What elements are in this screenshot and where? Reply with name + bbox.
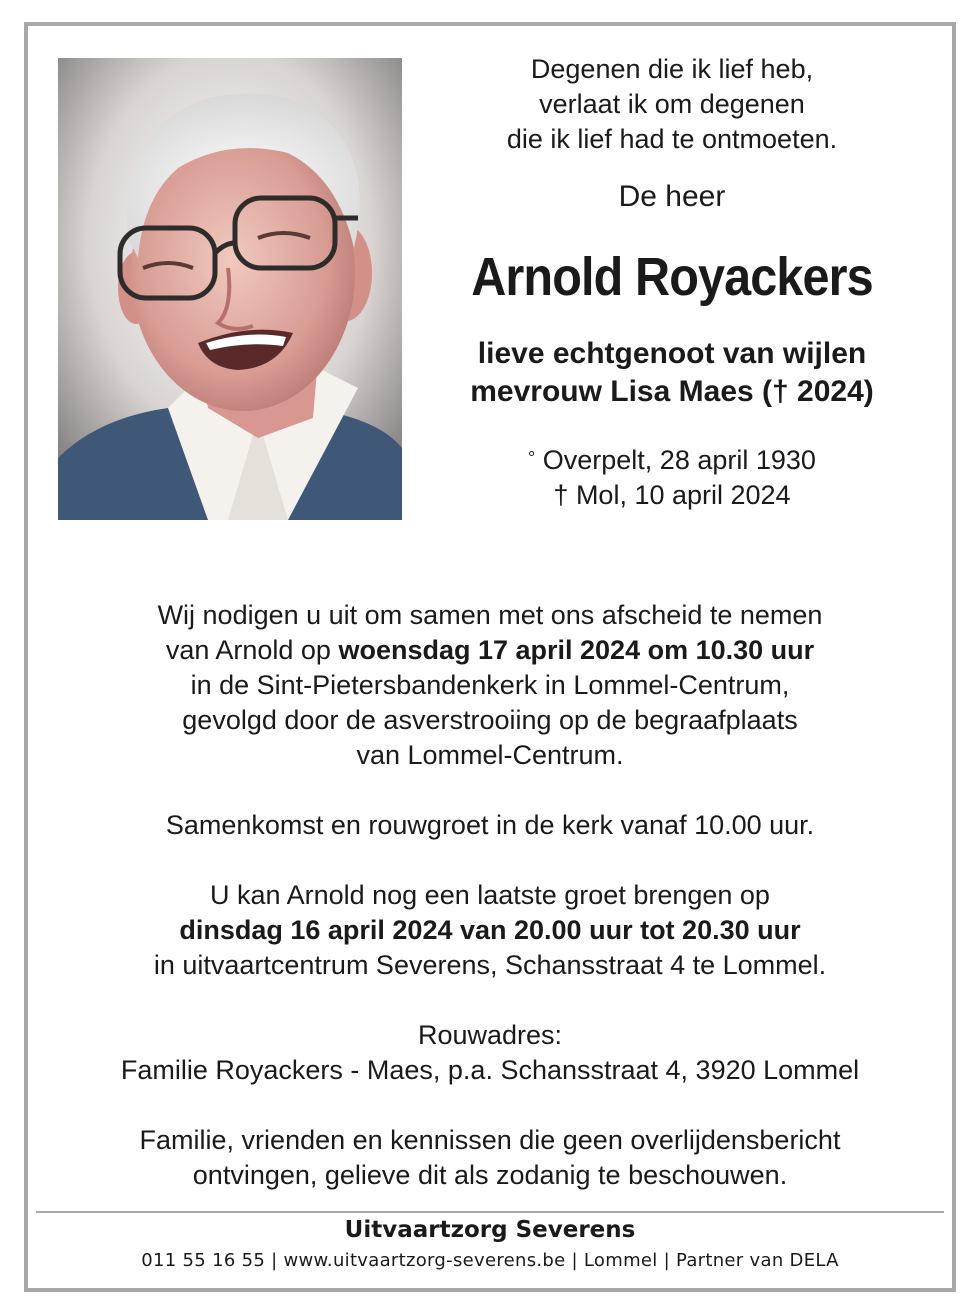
footer <box>36 1214 944 1276</box>
invitation-line: gevolgd door de asverstrooiing op de begraafplaats <box>182 705 798 735</box>
poem-line: Degenen die ik lief heb, <box>530 54 814 84</box>
company-contact: 011 55 16 55 | www.uitvaartzorg-severens.be | Lommel | Partner van DELA <box>141 1250 839 1271</box>
honorific: De heer <box>618 180 726 213</box>
invitation-line: in de Sint-Pietersbandenkerk in Lommel-Centrum, <box>190 670 790 700</box>
birth-text: Overpelt, 28 april 1930 <box>542 445 816 475</box>
visit-line: in uitvaartcentrum Severens, Schansstraat 4 te Lommel. <box>153 950 827 980</box>
poem-line: die ik lief had te ontmoeten. <box>506 124 838 154</box>
death-date: † Mol, 10 april 2024 <box>553 480 791 510</box>
visit-datetime-text: dinsdag 16 april 2024 van 20.00 uur tot 20.30 uur <box>179 915 801 945</box>
visit-line: U kan Arnold nog een laatste groet brengen op <box>210 880 770 910</box>
spouse-line: mevrouw Lisa Maes († 2024) <box>470 375 874 408</box>
invitation-text: van Arnold op <box>165 635 339 665</box>
closing-line: Familie, vrienden en kennissen die geen overlijdensbericht <box>139 1125 841 1155</box>
poem <box>424 52 920 157</box>
header-section <box>424 52 920 513</box>
invitation-line: Wij nodigen u uit om samen met ons afscheid te nemen <box>157 600 823 630</box>
footer-divider <box>36 1211 944 1213</box>
announcement-body <box>40 598 940 1193</box>
spouse-info <box>424 335 920 411</box>
birth-date <box>424 443 920 478</box>
spouse-line: lieve echtgenoot van wijlen <box>477 337 867 370</box>
invitation-line: van Lommel-Centrum. <box>356 740 624 770</box>
gathering-info: Samenkomst en rouwgroet in de kerk vanaf 10.00 uur. <box>165 810 815 840</box>
ceremony-datetime: woensdag 17 april 2024 om 10.30 uur <box>338 635 815 665</box>
address-value: Familie Royackers - Maes, p.a. Schansstraat 4, 3920 Lommel <box>120 1055 860 1085</box>
birth-symbol: ° <box>528 448 536 468</box>
visit-datetime <box>40 913 940 948</box>
life-dates <box>424 443 920 513</box>
address-label: Rouwadres: <box>417 1020 563 1050</box>
portrait-photo <box>58 58 402 520</box>
closing-line: ontvingen, gelieve dit als zodanig te beschouwen. <box>192 1160 788 1190</box>
poem-line: verlaat ik om degenen <box>539 89 805 119</box>
deceased-name: Arnold Royackers <box>471 247 873 307</box>
funeral-company: Uitvaartzorg Severens <box>344 1217 636 1243</box>
invitation-line <box>40 633 940 668</box>
